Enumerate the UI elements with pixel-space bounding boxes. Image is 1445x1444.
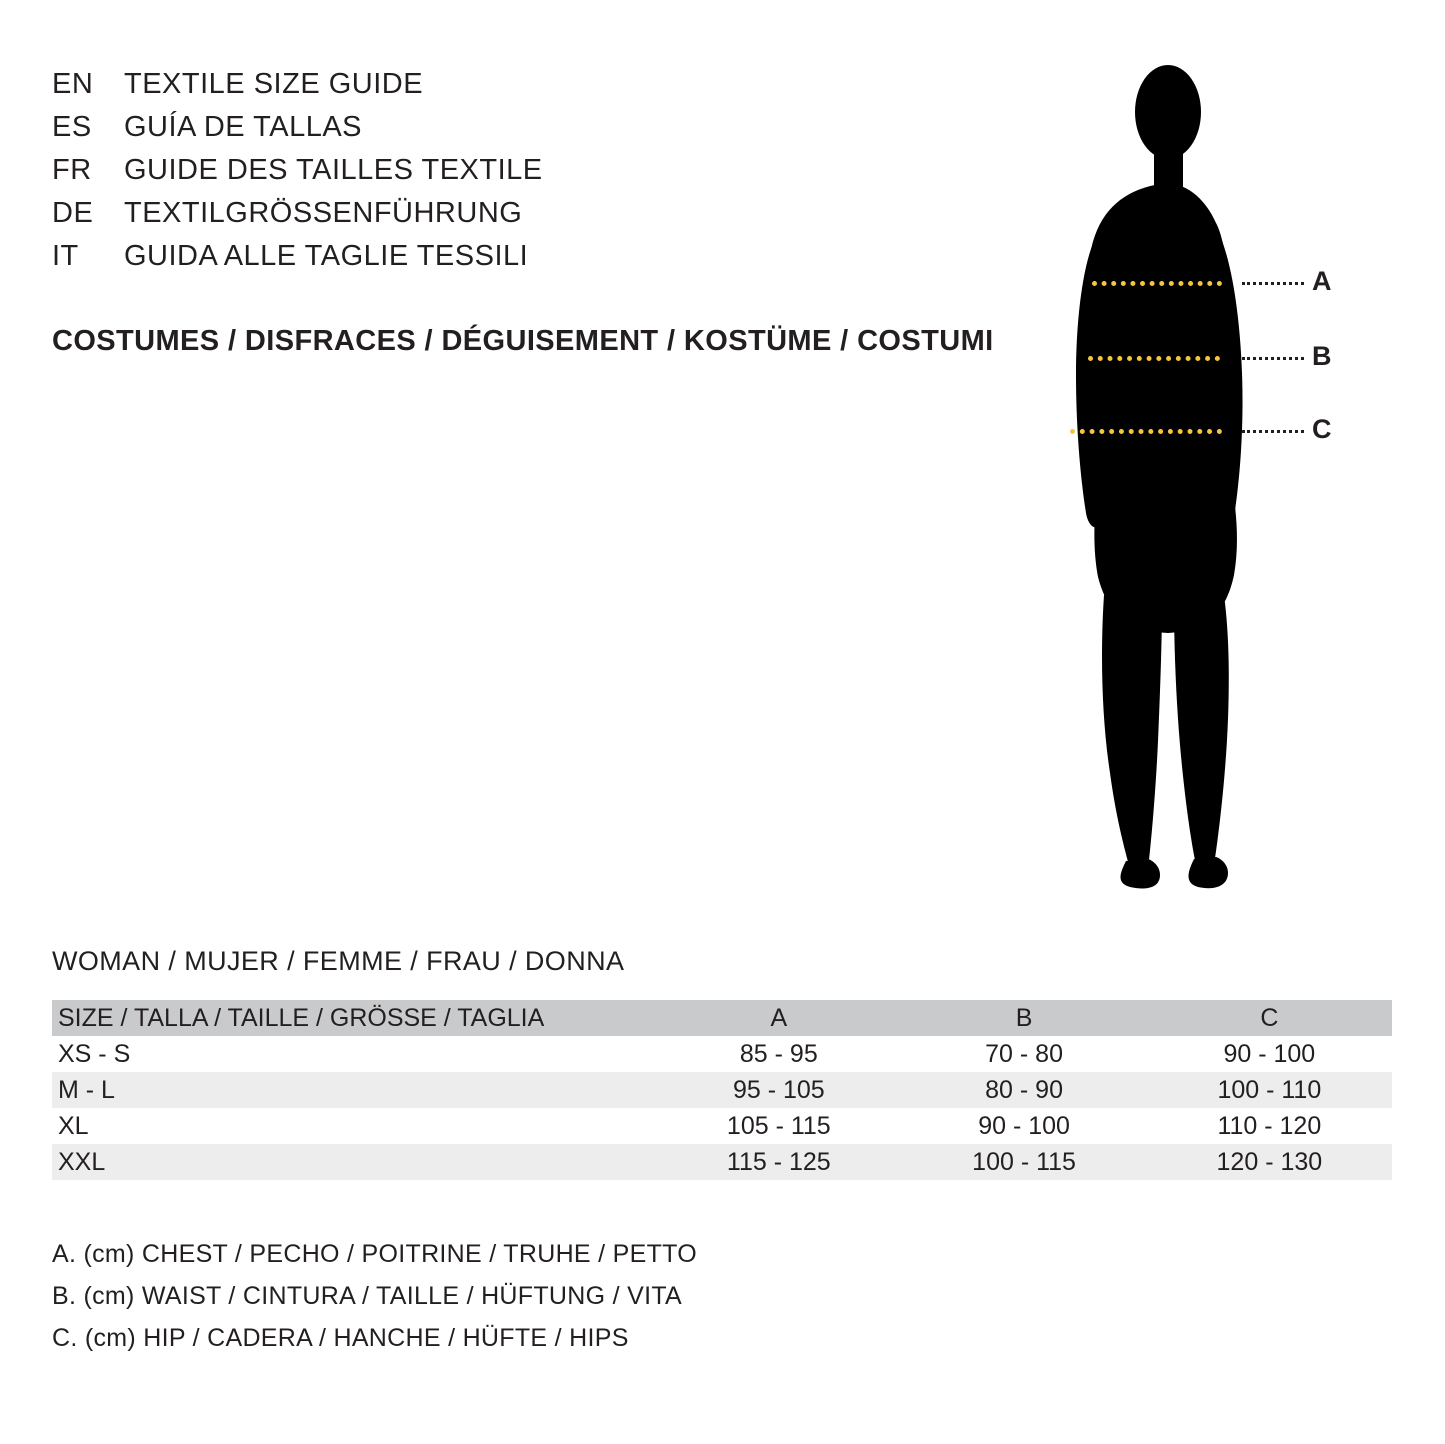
language-code: EN — [52, 68, 94, 100]
cell-b: 100 - 115 — [972, 1148, 1076, 1176]
cell-c: 110 - 120 — [1217, 1112, 1322, 1140]
measure-label-c: C — [1312, 414, 1332, 444]
cell-size: XL — [58, 1112, 89, 1140]
cell-c: 90 - 100 — [1223, 1040, 1316, 1068]
table-header-size: SIZE / TALLA / TAILLE / GRÖSSE / TAGLIA — [58, 1004, 545, 1032]
cell-c: 100 - 110 — [1217, 1076, 1322, 1104]
leader-line-c — [1242, 430, 1304, 433]
legend-line-c: C. (cm) HIP / CADERA / HANCHE / HÜFTE / HIPS — [52, 1324, 629, 1352]
cell-a: 115 - 125 — [726, 1148, 831, 1176]
measurement-legend — [52, 1240, 697, 1366]
table-row — [52, 1036, 1392, 1072]
table-row — [52, 1108, 1392, 1144]
table-row — [52, 1144, 1392, 1180]
leader-line-b — [1242, 357, 1304, 360]
measure-line-b — [1088, 356, 1220, 361]
cell-a: 105 - 115 — [726, 1112, 831, 1140]
cell-b: 80 - 90 — [985, 1076, 1063, 1104]
language-title: GUIDE DES TAILLES TEXTILE — [124, 154, 543, 186]
language-code: DE — [52, 197, 94, 229]
measure-line-a — [1092, 281, 1222, 286]
language-code: IT — [52, 240, 79, 272]
legend-line-b: B. (cm) WAIST / CINTURA / TAILLE / HÜFTUNG / VITA — [52, 1282, 683, 1310]
legend-line-a: A. (cm) CHEST / PECHO / POITRINE / TRUHE / PETTO — [52, 1240, 698, 1268]
table-header-row — [52, 1000, 1392, 1036]
female-silhouette-figure — [1020, 55, 1380, 895]
language-code: FR — [52, 154, 92, 186]
measure-label-b: B — [1312, 341, 1332, 371]
language-row-en — [52, 68, 543, 111]
cell-b: 70 - 80 — [985, 1040, 1063, 1068]
language-title: GUIDA ALLE TAGLIE TESSILI — [124, 240, 529, 272]
leader-line-a — [1242, 282, 1304, 285]
language-row-it — [52, 240, 543, 283]
table-header-a: A — [770, 1004, 788, 1032]
size-table — [52, 1000, 1392, 1180]
measure-line-c — [1070, 429, 1222, 434]
silhouette-icon — [1020, 55, 1380, 895]
language-title: GUÍA DE TALLAS — [124, 111, 363, 143]
language-row-es — [52, 111, 543, 154]
table-row — [52, 1072, 1392, 1108]
table-header-c: C — [1260, 1004, 1279, 1032]
measure-label-a: A — [1312, 266, 1332, 296]
category-heading: COSTUMES / DISFRACES / DÉGUISEMENT / KOSTÜME / COSTUMI — [52, 325, 994, 357]
language-list — [52, 68, 543, 283]
cell-a: 95 - 105 — [732, 1076, 825, 1104]
language-title: TEXTILGRÖSSENFÜHRUNG — [124, 197, 523, 229]
cell-c: 120 - 130 — [1216, 1148, 1323, 1176]
cell-a: 85 - 95 — [739, 1040, 818, 1068]
language-title: TEXTILE SIZE GUIDE — [124, 68, 424, 100]
table-header-b: B — [1015, 1004, 1033, 1032]
language-code: ES — [52, 111, 92, 143]
language-row-fr — [52, 154, 543, 197]
cell-size: M - L — [58, 1076, 115, 1104]
table-section-title: WOMAN / MUJER / FEMME / FRAU / DONNA — [52, 946, 625, 976]
cell-b: 90 - 100 — [978, 1112, 1070, 1140]
cell-size: XS - S — [58, 1040, 131, 1068]
language-row-de — [52, 197, 543, 240]
cell-size: XXL — [58, 1148, 106, 1176]
